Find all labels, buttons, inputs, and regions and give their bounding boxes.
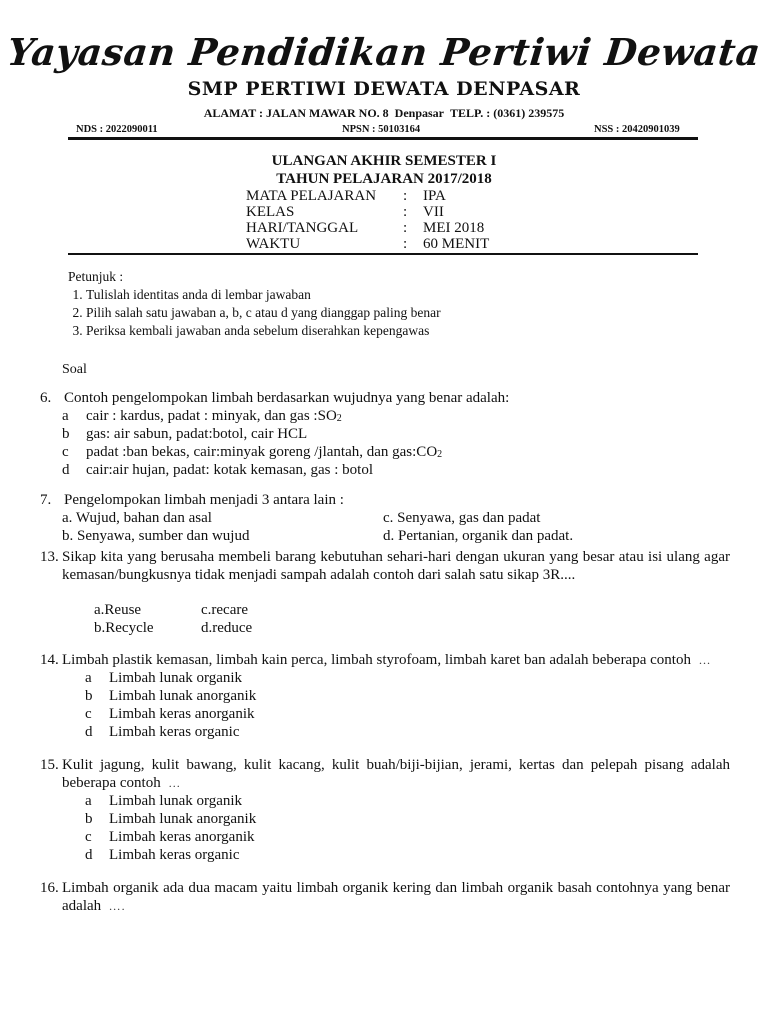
option-text	[86, 443, 442, 461]
option-letter: b	[62, 426, 70, 442]
meta-label: KELAS	[246, 204, 295, 220]
option-label: Limbah lunak organik	[109, 793, 243, 809]
meta-colon: :	[403, 188, 408, 204]
question-15	[40, 756, 730, 864]
instruction-item: 3. Periksa kembali jawaban anda sebelum diserahkan kepengawas	[86, 322, 441, 340]
question-number: 16.	[40, 880, 59, 896]
address-city: Denpasar	[394, 106, 444, 120]
question-number: 13.	[40, 549, 59, 565]
meta-row-time	[246, 236, 489, 252]
meta-row-date	[246, 220, 489, 236]
option-label: Limbah lunak anorganik	[109, 688, 257, 704]
option-letter: a	[85, 670, 92, 686]
option-label: cair:air hujan, padat: kotak kemasan, gas : botol	[86, 462, 373, 478]
question-text: Kulit jagung, kulit bawang, kulit kacang, kulit buah/biji-bijian, jerami, kertas dan pelepah pisang adalah beberapa contoh	[62, 757, 730, 791]
nss-number: NSS : 20420901039	[594, 124, 680, 135]
instructions	[68, 268, 441, 340]
option-label: cair : kardus, padat : minyak, dan gas :SO	[86, 408, 337, 424]
meta-value: VII	[423, 204, 444, 220]
meta-row-subject	[246, 188, 489, 204]
question-text: Pengelompokan limbah menjadi 3 antara lain :	[64, 492, 344, 508]
option-c	[85, 705, 730, 723]
option-letter: b	[85, 811, 93, 827]
option-letter: c	[85, 706, 92, 722]
exam-year: TAHUN PELAJARAN 2017/2018	[276, 171, 492, 187]
question-number: 15.	[40, 757, 59, 773]
question-7	[40, 491, 730, 509]
question-text: Contoh pengelompokan limbah berdasarkan wujudnya yang benar adalah:	[64, 390, 510, 406]
option-b	[85, 687, 730, 705]
question-text: Sikap kita yang berusaha membeli barang kebutuhan sehari-hari dengan ukuran yang besar atau isi ulang agar kemasan/bungkusnya tidak menjadi sampah adalah contoh dari salah satu sikap 3R....	[62, 549, 730, 583]
meta-label: HARI/TANGGAL	[246, 220, 359, 236]
meta-colon: :	[403, 204, 408, 220]
school-name: SMP PERTIWI DEWATA DENPASAR	[187, 78, 581, 100]
question-13-options-left	[94, 601, 154, 637]
question-text-row	[40, 756, 730, 792]
ellipsis: …	[168, 776, 182, 790]
school-address	[0, 106, 768, 121]
meta-label: WAKTU	[246, 236, 301, 252]
option-d	[85, 723, 730, 741]
option-c: c. Senyawa, gas dan padat	[383, 510, 541, 526]
option-label: padat :ban bekas, cair:minyak goreng /jlantah, dan gas:CO	[86, 444, 438, 460]
question-text-row	[40, 651, 730, 669]
question-text: Limbah organik ada dua macam yaitu limbah organik kering dan limbah organik basah contohnya yang benar adalah	[62, 880, 730, 914]
meta-row-class	[246, 204, 489, 220]
question-number: 14.	[40, 652, 59, 668]
question-13-options-right	[201, 601, 252, 637]
option-b: b. Senyawa, sumber dan wujud	[62, 528, 250, 544]
option-b	[62, 425, 730, 443]
address-street: ALAMAT : JALAN MAWAR NO. 8	[203, 106, 389, 120]
meta-colon: :	[403, 236, 408, 252]
meta-value: MEI 2018	[423, 220, 485, 236]
ellipsis: ….	[108, 899, 126, 913]
meta-value: 60 MENIT	[423, 236, 490, 252]
option-letter: d	[85, 724, 93, 740]
npsn-number: NPSN : 50103164	[342, 124, 421, 135]
option-letter: d	[62, 462, 70, 478]
option-letter: a	[85, 793, 92, 809]
instruction-item: 2. Pilih salah satu jawaban a, b, c atau d yang dianggap paling benar	[86, 304, 441, 322]
meta-label: MATA PELAJARAN	[246, 188, 377, 204]
subscript: 2	[437, 449, 443, 460]
foundation-name: Yayasan Pendidikan Pertiwi Dewata	[5, 30, 763, 74]
ellipsis: …	[698, 653, 712, 667]
letterhead-divider	[68, 137, 698, 140]
question-16	[40, 879, 730, 915]
option-letter: c	[62, 444, 69, 460]
option-d	[85, 846, 730, 864]
option-text	[86, 407, 342, 425]
option-label: Limbah keras anorganik	[109, 706, 255, 722]
option-c	[62, 443, 730, 461]
option-label: Limbah lunak anorganik	[109, 811, 257, 827]
option-letter: c	[85, 829, 92, 845]
option-label: Limbah lunak organik	[109, 670, 243, 686]
option-a	[85, 669, 730, 687]
soal-label: Soal	[62, 362, 87, 377]
exam-meta-table	[246, 188, 489, 252]
option-a	[62, 407, 730, 425]
question-13	[40, 548, 730, 584]
option-a: a. Wujud, bahan dan asal	[62, 510, 212, 526]
option-a	[85, 792, 730, 810]
nds-number: NDS : 2022090011	[76, 124, 158, 135]
exam-header-divider	[68, 253, 698, 255]
instructions-heading: Petunjuk :	[68, 269, 124, 284]
instructions-list	[68, 286, 441, 340]
option-letter: d	[85, 847, 93, 863]
question-text: Limbah plastik kemasan, limbah kain perca, limbah styrofoam, limbah karet ban adalah beberapa contoh	[62, 652, 691, 668]
option-label: Limbah keras anorganik	[109, 829, 255, 845]
option-letter: b	[85, 688, 93, 704]
option-b	[85, 810, 730, 828]
option-b: b.Recycle	[94, 620, 154, 636]
subscript: 2	[336, 413, 342, 424]
option-c	[85, 828, 730, 846]
option-d: d.reduce	[201, 620, 253, 636]
option-label: Limbah keras organic	[109, 847, 240, 863]
option-d: d. Pertanian, organik dan padat.	[383, 528, 574, 544]
question-number: 7.	[40, 492, 52, 508]
instruction-item: 1. Tulislah identitas anda di lembar jawaban	[86, 286, 441, 304]
option-label: Limbah keras organic	[109, 724, 240, 740]
option-letter: a	[62, 408, 69, 424]
exam-title: ULANGAN AKHIR SEMESTER I	[271, 153, 497, 169]
option-d	[62, 461, 730, 479]
option-c: c.recare	[201, 602, 249, 618]
option-a: a.Reuse	[94, 602, 142, 618]
meta-colon: :	[403, 220, 408, 236]
question-7-options-right	[383, 509, 573, 545]
address-phone: TELP. : (0361) 239575	[450, 106, 565, 120]
question-text-row	[40, 879, 730, 915]
meta-value: IPA	[423, 188, 446, 204]
option-label: gas: air sabun, padat:botol, cair HCL	[86, 426, 308, 442]
question-number: 6.	[40, 390, 52, 406]
question-7-options-left	[62, 509, 249, 545]
question-14	[40, 651, 730, 741]
question-6	[40, 389, 730, 479]
